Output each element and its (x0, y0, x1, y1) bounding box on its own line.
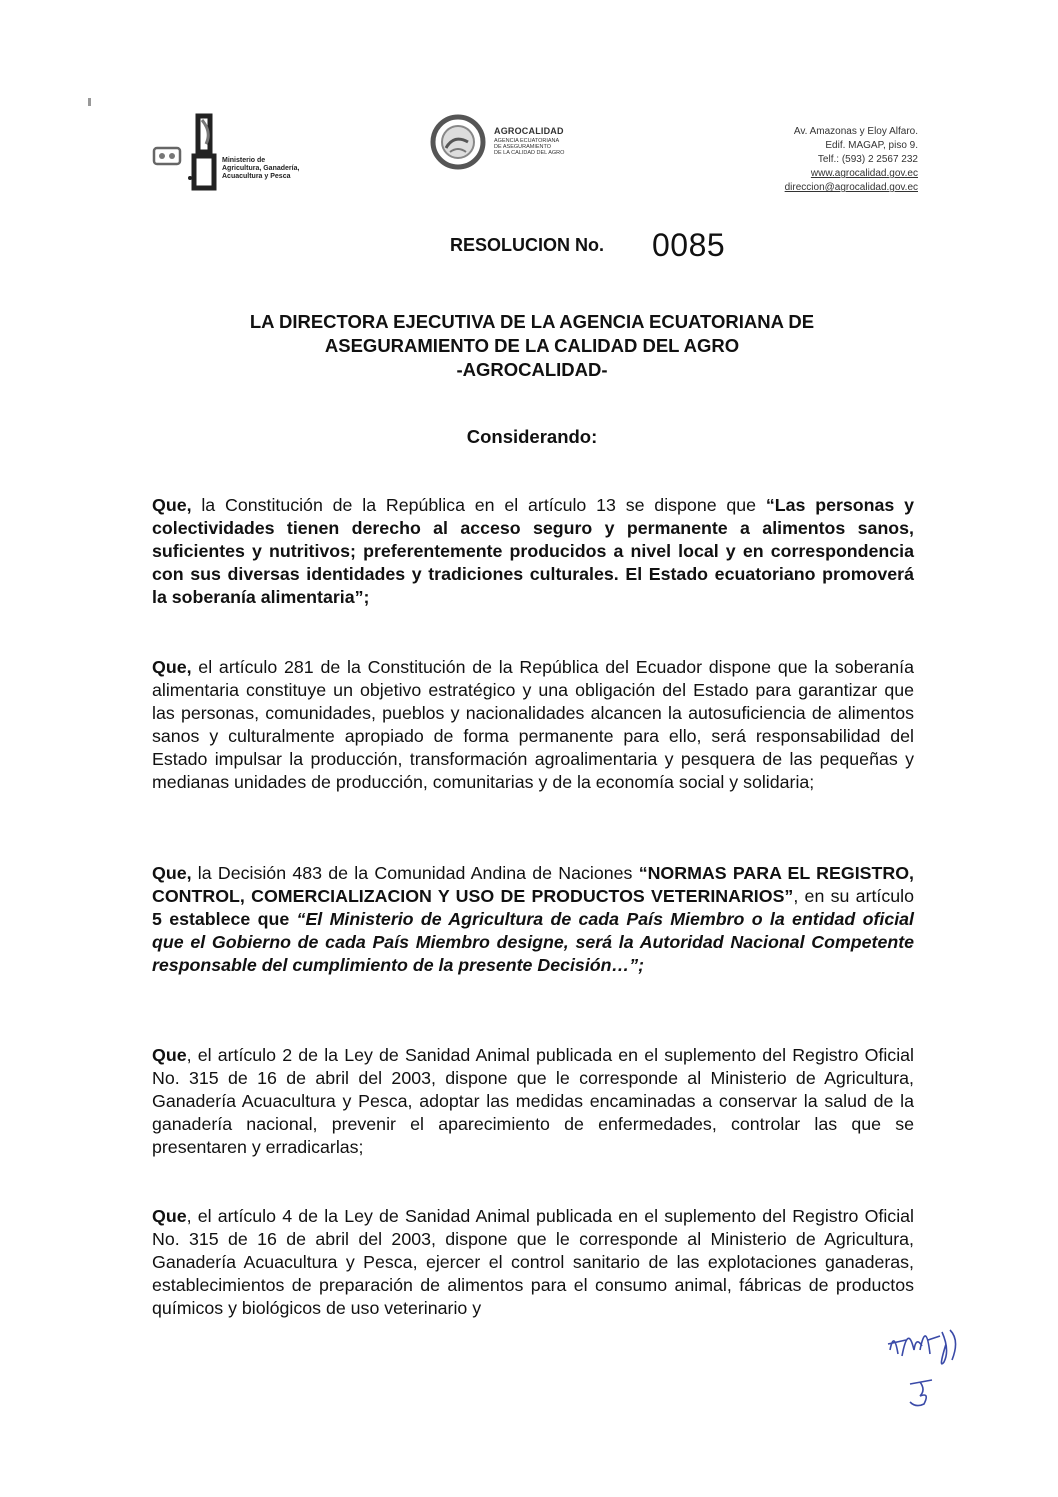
ministry-emblem-icon (150, 112, 222, 192)
address-building: Edif. MAGAP, piso 9. (825, 140, 918, 151)
agency-subtitle (494, 138, 589, 156)
ministry-line: Agricultura, Ganadería, (222, 165, 300, 172)
document-heading (150, 310, 914, 382)
paragraph-text: el artículo 281 de la Constitución de la República del Ecuador dispone que la soberanía alimentaria constituye un objetivo estratégico y una obligación del Estado para garantizar que las personas, comunidades, pueblos y nacionalidades alcancen la autosuficiencia de alimentos sanos y culturalmente apropiado de forma permanente para ello, será responsabilidad del Estado impulsar la producción, transformación agroalimentaria y pesquera de las pequeñas y medianas unidades de producción, comunitarias y de la economía social y solidaria; (152, 657, 914, 792)
paragraph-text: la Constitución de la República en el artículo 13 se dispone que (191, 495, 766, 515)
ministry-name (222, 157, 322, 181)
paragraph-lead: Que (152, 1045, 187, 1065)
paragraph-4 (152, 1044, 914, 1159)
paragraph-text: la Decisión 483 de la Comunidad Andina de Naciones (191, 863, 639, 883)
paragraph-lead: Que (152, 1206, 187, 1226)
email-link[interactable]: direccion@agrocalidad.gov.ec (784, 182, 918, 193)
paragraph-quote: “Las personas y colectividades tienen derecho al acceso seguro y permanente a alimentos sanos, suficientes y nutritivos; preferentemente producidos a nivel local y en correspondencia con sus diversas identidades y tradiciones culturales. El Estado ecuatoriano promoverá la soberanía alimentaria”; (152, 495, 914, 607)
address-block (785, 125, 918, 195)
agency-line: DE LA CALIDAD DEL AGRO (494, 150, 565, 156)
paragraph-text: , el artículo 2 de la Ley de Sanidad Animal publicada en el suplemento del Registro Oficial No. 315 de 16 de abril del 2003, dispone que le corresponde al Ministerio de Agricultura, Ganadería Acuacultura y Pesca, adoptar las medidas encaminadas a conservar la salud de la ganadería nacional, prevenir el aparecimiento de enfermedades, controlar las que se presentaren y erradicarlas; (152, 1045, 914, 1157)
website-link[interactable]: www.agrocalidad.gov.ec (810, 168, 918, 179)
heading-line: ASEGURAMIENTO DE LA CALIDAD DEL AGRO (324, 335, 740, 356)
heading-line: -AGROCALIDAD- (456, 359, 608, 380)
heading-line: LA DIRECTORA EJECUTIVA DE LA AGENCIA ECUATORIANA DE (249, 311, 815, 332)
paragraph-lead: Que, (152, 863, 192, 883)
agency-line: DE ASEGURAMIENTO (494, 144, 552, 150)
address-phone: Telf.: (593) 2 2567 232 (817, 154, 918, 165)
agency-line: AGENCIA ECUATORIANA (494, 138, 560, 144)
paragraph-5 (152, 1205, 914, 1320)
paragraph-text: , en su artículo (793, 886, 914, 906)
agrocalidad-emblem-icon (428, 112, 490, 172)
agrocalidad-logo (428, 112, 598, 172)
agency-name: AGROCALIDAD (494, 126, 564, 136)
resolution-label: RESOLUCION No. (450, 235, 605, 255)
paragraph-quote: “El Ministerio de Agricultura de cada País Miembro o la entidad oficial que el Gobierno de cada País Miembro designe, será la Autoridad Nacional Competente responsable del cumplimiento de la presente Decisión…”; (152, 909, 914, 975)
address-street: Av. Amazonas y Eloy Alfaro. (793, 126, 918, 137)
ministry-logo (150, 112, 320, 192)
paragraph-lead: Que, (152, 657, 192, 677)
article-ref: 5 establece que (152, 909, 297, 929)
handwritten-signature (880, 1310, 970, 1420)
paragraph-lead: Que, (152, 495, 192, 515)
ministry-line: Ministerio de (222, 157, 266, 164)
paragraph-text: , el artículo 4 de la Ley de Sanidad Animal publicada en el suplemento del Registro Oficial No. 315 de 16 de abril del 2003, dispone que le corresponde al Ministerio de Agricultura, Ganadería Acuacultura y Pesca, ejercer el control sanitario de las explotaciones ganaderas, establecimientos de preparación de alimentos para el consumo animal, fábricas de productos químicos y biológicos de uso veterinario y (152, 1206, 914, 1318)
paragraph-2 (152, 656, 914, 794)
resolution-number: 0085 (652, 227, 726, 263)
considerando-heading: Considerando: (466, 426, 598, 447)
ministry-line: Acuacultura y Pesca (222, 173, 291, 180)
norm-title: “NORMAS PARA EL REGISTRO, CONTROL, COMERCIALIZACION Y USO DE PRODUCTOS VETERINARIOS” (152, 863, 914, 906)
scan-mark (88, 98, 91, 106)
paragraph-3 (152, 862, 914, 977)
paragraph-1 (152, 494, 914, 609)
